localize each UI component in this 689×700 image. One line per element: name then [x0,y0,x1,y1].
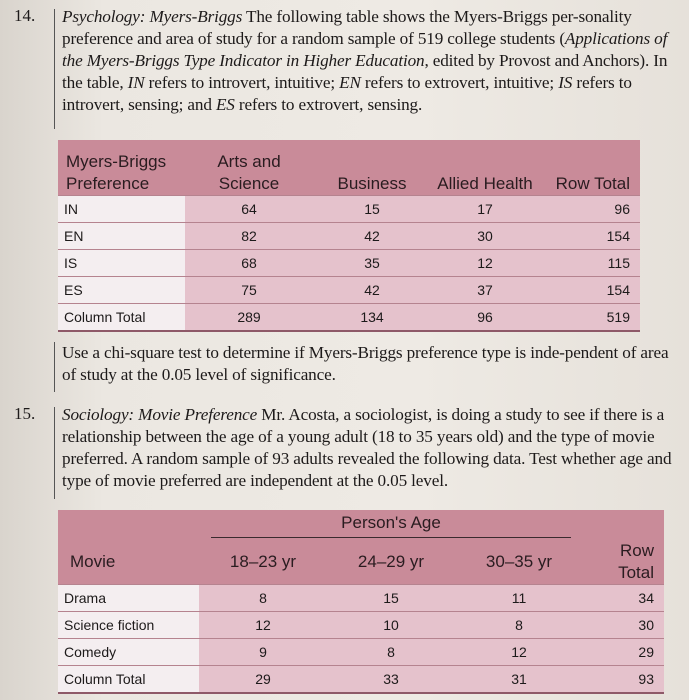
cell: 8 [327,639,455,666]
table-row [58,277,640,304]
problem-bar [54,407,55,499]
cell: 68 [185,250,313,277]
statement-text: refers to extrovert, intuitive; [360,73,559,92]
row-label: Science fiction [58,612,199,639]
cell: 11 [455,585,583,612]
col-header: 30–35 yr [455,540,583,585]
table-header-row [58,540,664,585]
cell: 9 [199,639,327,666]
code-in: IN [127,73,145,92]
cell: 82 [185,223,313,250]
source-title: Applications of the Myers-Briggs Type Indicator in Higher Education [62,29,668,70]
cell: 33 [327,666,455,694]
col-header: Allied Health [431,140,539,196]
myers-briggs-table [58,140,640,332]
cell: 34 [583,585,664,612]
code-es: ES [215,95,235,114]
group-header-row [58,510,664,540]
statement-text: refers to introvert, sensing; and [62,73,632,114]
col-header: Business [313,140,431,196]
cell: 35 [313,250,431,277]
row-label: Comedy [58,639,199,666]
table-header-row [58,140,640,196]
cell: 93 [583,666,664,694]
cell: 29 [199,666,327,694]
cell: 115 [539,250,640,277]
col-header: Movie [58,540,199,585]
statement-text: refers to introvert, intuitive; [144,73,340,92]
cell: 37 [431,277,539,304]
row-label: Column Total [58,666,199,694]
row-label: Column Total [58,304,185,332]
row-label: ES [58,277,185,304]
cell: 42 [313,223,431,250]
cell: 8 [455,612,583,639]
col-header: Myers-Briggs Preference [58,140,185,196]
cell: 12 [199,612,327,639]
cell: 12 [431,250,539,277]
statement-text: The following table shows the Myers-Briggs per-sonality preference and area of study for a random sample of 519 college students ( [62,7,632,48]
table-row [58,585,664,612]
table-total-row [58,304,640,332]
cell: 17 [431,196,539,223]
col-header: Arts and Science [185,140,313,196]
row-label: IN [58,196,185,223]
row-label: EN [58,223,185,250]
cell: 154 [539,277,640,304]
cell: 31 [455,666,583,694]
problem-number: 14. [14,6,36,25]
header-blank [583,510,664,540]
question-text: Use a chi-square test to determine if Myers-Briggs preference type is inde-pendent of area of study at the 0.05 level of significance. [62,343,669,384]
code-en: EN [339,73,361,92]
col-header: Row Total [583,540,664,585]
cell: 96 [539,196,640,223]
table-row [58,250,640,277]
cell: 15 [327,585,455,612]
row-label: Drama [58,585,199,612]
table-row [58,639,664,666]
movie-preference-table [58,510,664,694]
cell: 10 [327,612,455,639]
cell: 154 [539,223,640,250]
code-is: IS [558,73,573,92]
col-header: 24–29 yr [327,540,455,585]
cell: 134 [313,304,431,332]
col-header: Row Total [539,140,640,196]
problem-bar [54,9,55,129]
cell: 12 [455,639,583,666]
table-row [58,612,664,639]
cell: 8 [199,585,327,612]
problem-bar [54,342,55,392]
statement-text: refers to extrovert, sensing. [234,95,423,114]
problem-title: Psychology: Myers-Briggs [62,7,243,26]
col-header: 18–23 yr [199,540,327,585]
group-header [199,510,583,540]
problem-statement [62,404,674,492]
cell: 30 [583,612,664,639]
cell: 289 [185,304,313,332]
cell: 29 [583,639,664,666]
row-label: IS [58,250,185,277]
cell: 96 [431,304,539,332]
cell: 15 [313,196,431,223]
table-row [58,196,640,223]
problem-number: 15. [14,404,36,423]
table-row [58,223,640,250]
statement-text: Mr. Acosta, a sociologist, is doing a study to see if there is a relationship between the age of a young adult (18 to 35 years old) and the type of movie preferred. A random sample of 93 adults revealed the following data. Test whether age and type of movie preferred are independent at the 0.05 level. [62,405,672,490]
table-total-row [58,666,664,694]
problem-statement [62,6,674,116]
cell: 75 [185,277,313,304]
cell: 519 [539,304,640,332]
header-blank [58,510,199,540]
cell: 64 [185,196,313,223]
problem-title: Sociology: Movie Preference [62,405,258,424]
cell: 42 [313,277,431,304]
cell: 30 [431,223,539,250]
statement-text: , edited by Provost and Anchors). In the table, [62,51,668,92]
persons-age-label: Person's Age [211,512,571,538]
